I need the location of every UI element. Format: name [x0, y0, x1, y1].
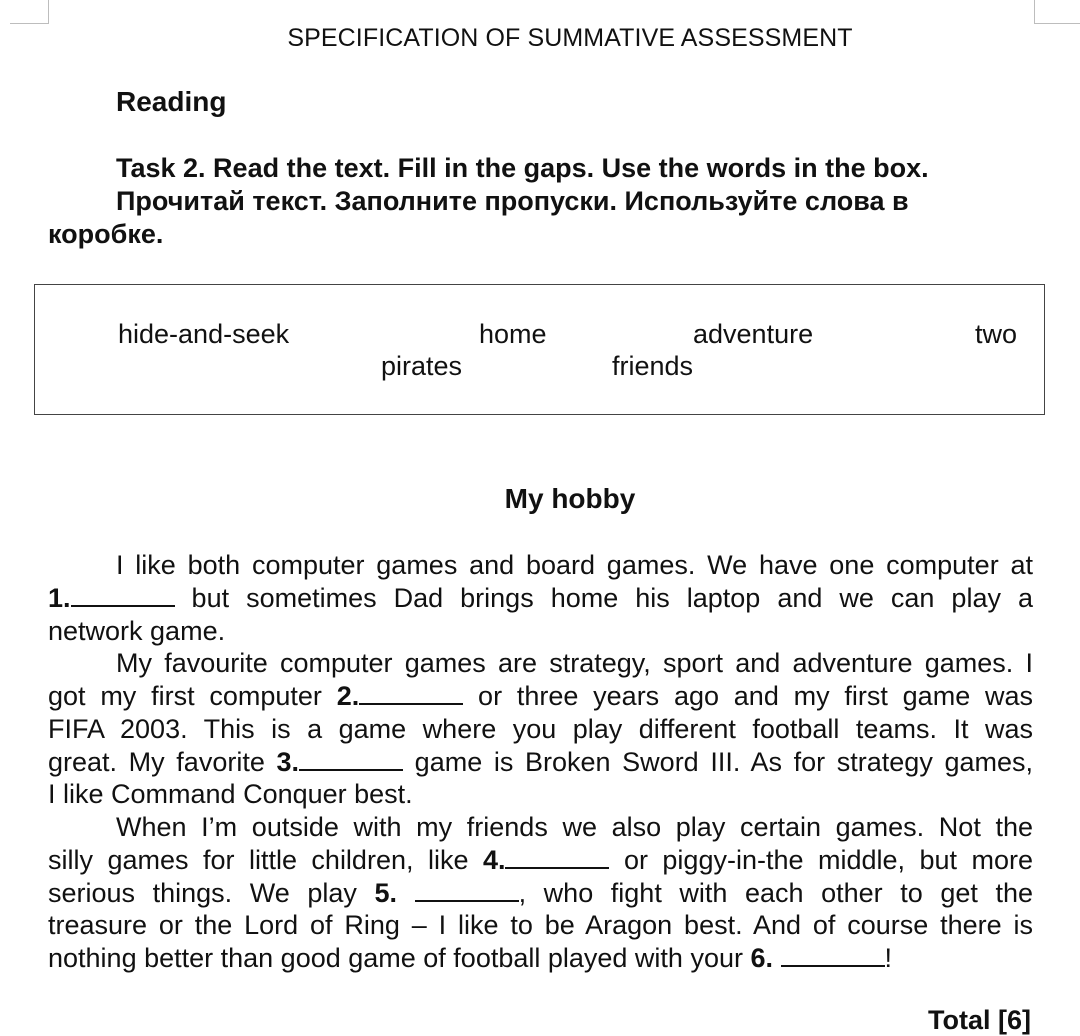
- word-box-item: adventure: [693, 319, 814, 349]
- task-instruction-ru: Прочитай текст. Заполните пропуски. Используйте слова в: [116, 186, 909, 216]
- text-fragment: , who fight with each other to get the: [518, 878, 1033, 908]
- text-line: [48, 582, 1033, 615]
- text-fragment: nothing better than good game of football played with your: [48, 943, 743, 973]
- text-fragment: When I’m outside with my friends we also play certain games. Not the: [116, 812, 1033, 842]
- text-fragment: FIFA 2003. This is a game where you play different football teams. It was: [48, 714, 1033, 744]
- blank-gap-4: [505, 847, 609, 869]
- word-box-item: pirates: [381, 351, 463, 381]
- word-box: [34, 284, 1045, 415]
- text-fragment: treasure or the Lord of Ring – I like to be Aragon best. And of course there is: [48, 910, 1033, 940]
- total-score: Total [6]: [928, 1005, 1031, 1035]
- text-line: [116, 811, 1033, 844]
- gap-number: 5.: [374, 878, 397, 908]
- text-line: [48, 877, 1033, 910]
- text-fragment: I like both computer games and board games. We have one computer at: [116, 550, 1033, 580]
- text-title: My hobby: [504, 483, 636, 514]
- text-fragment: network game.: [48, 616, 226, 646]
- page-corner-mark-right: [1034, 0, 1080, 24]
- gap-number: 3.: [276, 747, 300, 777]
- blank-gap-3: [299, 749, 403, 771]
- text-fragment: silly games for little children, like: [48, 845, 469, 875]
- text-line: [48, 713, 1033, 746]
- text-fragment: My favourite computer games are strategy, sport and adventure games. I: [116, 648, 1033, 678]
- text-line: [48, 909, 1033, 942]
- text-line: [116, 549, 1033, 582]
- gap-number: 2.: [336, 681, 360, 711]
- gap-number: 6.: [750, 943, 774, 973]
- page-corner-mark-left: [10, 0, 49, 24]
- text-fragment: or piggy-in-the middle, but more: [623, 845, 1033, 875]
- word-box-item: friends: [612, 351, 694, 381]
- text-line: [48, 680, 1033, 713]
- blank-gap-1: [71, 585, 175, 607]
- document-title: SPECIFICATION OF SUMMATIVE ASSESSMENT: [287, 24, 853, 52]
- blank-gap-2: [359, 683, 463, 705]
- text-fragment: I like Command Conquer best.: [48, 779, 413, 809]
- text-line: [48, 778, 1033, 811]
- section-title: Reading: [116, 86, 227, 117]
- task-instruction-en: Task 2. Read the text. Fill in the gaps. Use the words in the box.: [116, 153, 929, 183]
- text-fragment: !: [884, 943, 893, 973]
- text-fragment: game is Broken Sword III. As for strategy games,: [414, 747, 1033, 777]
- text-fragment: serious things. We play: [48, 878, 357, 908]
- text-fragment: or three years ago and my first game was: [478, 681, 1034, 711]
- text-line: [48, 615, 1033, 648]
- word-box-item: two: [975, 319, 1018, 349]
- word-box-item: hide-and-seek: [118, 319, 290, 349]
- gap-number: 4.: [482, 845, 506, 875]
- text-line: [48, 942, 1033, 975]
- text-fragment: but sometimes Dad brings home his laptop and we can play a: [191, 583, 1033, 613]
- gap-number: 1.: [48, 583, 71, 613]
- word-box-item: home: [479, 319, 547, 349]
- blank-gap-5: [415, 880, 519, 902]
- text-fragment: got my first computer: [48, 681, 322, 711]
- text-line: [48, 844, 1033, 877]
- blank-gap-6: [781, 945, 885, 967]
- text-fragment: great. My favorite: [48, 747, 265, 777]
- text-line: [116, 647, 1033, 680]
- text-line: [48, 746, 1033, 779]
- task-instruction-ru-cont: коробке.: [48, 219, 164, 249]
